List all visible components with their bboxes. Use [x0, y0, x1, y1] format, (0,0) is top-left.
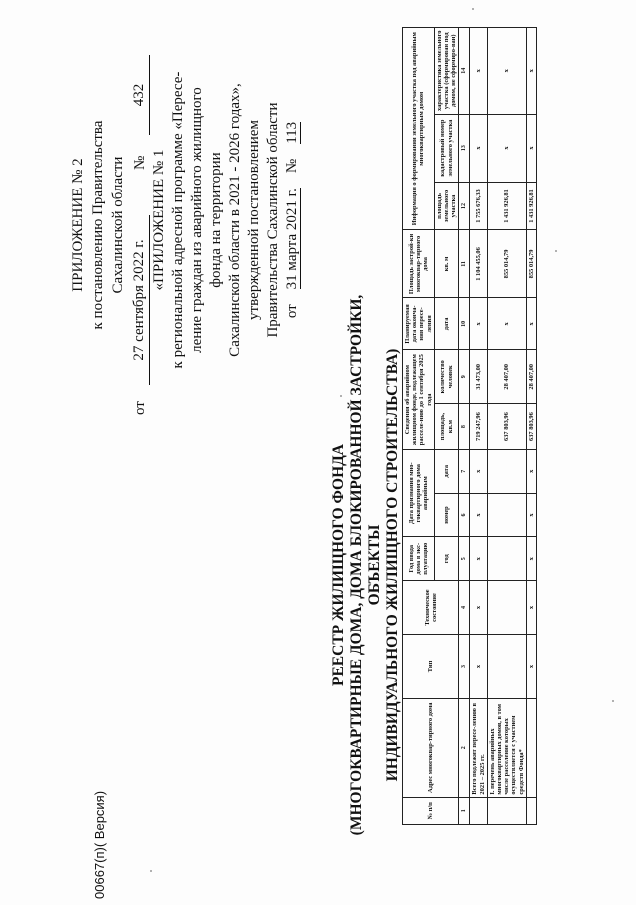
- cell: х: [526, 581, 536, 635]
- cell: х: [470, 28, 487, 115]
- col-num: 13: [459, 114, 470, 182]
- table-row: [526, 28, 536, 825]
- cell: 855 014,79: [487, 230, 526, 298]
- registry-title: [330, 285, 402, 845]
- col-num: 4: [459, 581, 470, 635]
- table-row: [487, 28, 526, 825]
- col-header-address: Адрес многоквар-тирного дома: [403, 698, 459, 797]
- program-line: фонда на территории: [208, 152, 224, 288]
- col-num: 2: [459, 698, 470, 797]
- col-num: 9: [459, 350, 470, 404]
- cell: [487, 797, 526, 824]
- program-date-row: [283, 5, 302, 435]
- number-label: №: [132, 155, 148, 170]
- cell: х: [470, 634, 487, 698]
- col-num: 1: [459, 797, 470, 824]
- cell: х: [526, 449, 536, 493]
- appendix-header: [68, 15, 148, 435]
- title-line2: (МНОГОКВАРТИРНЫЕ ДОМА, ДОМА БЛОКИРОВАННОЙ ЗАСТРОЙКИ, ОБЪЕКТЫ: [348, 294, 383, 836]
- from-label: от: [132, 401, 148, 415]
- registry-table: [402, 27, 537, 825]
- sub-area: площадь, кв.м: [434, 404, 459, 450]
- cell: х: [487, 298, 526, 350]
- cell: х: [470, 114, 487, 182]
- cell: х: [470, 298, 487, 350]
- appendix-line2: Сахалинской области: [110, 156, 126, 294]
- cell: [487, 581, 526, 635]
- sub-date: дата: [434, 449, 459, 493]
- cell: х: [470, 581, 487, 635]
- cell: I. перечень аварийных многоквартирных домов, в том числе расселение которых осуществляется с участием средств Фонда*: [487, 698, 526, 797]
- scan-speck: [150, 870, 152, 872]
- from-label: от: [284, 304, 300, 319]
- cell: х: [526, 537, 536, 581]
- col-header-planned: Планируемая дата оконча-ния пересе-ления: [403, 298, 435, 350]
- col-header-no: № п/п: [403, 797, 459, 824]
- col-header-fund: Сведения об аварийном жилищном фонде, подлежащем расселе-нию до 1 сентября 2025 года: [403, 350, 435, 450]
- cell: 31 473,00: [470, 350, 487, 404]
- table-row: [470, 28, 487, 825]
- program-appendix-title: «ПРИЛОЖЕНИЕ № 1: [151, 149, 167, 291]
- col-header-land-info: Информация о формировании земельного участка под аварийным многоквартирным домом: [403, 28, 435, 230]
- appendix-date: 27 сентября 2022 г.: [129, 215, 150, 385]
- cell: 719 247,96: [470, 404, 487, 450]
- cell: [470, 797, 487, 824]
- appendix-date-row: [128, 15, 150, 435]
- col-num: 3: [459, 634, 470, 698]
- cell: 637 803,96: [526, 404, 536, 450]
- sub-number: номер: [434, 493, 459, 537]
- title-line1: РЕЕСТР ЖИЛИЩНОГО ФОНДА: [330, 443, 347, 687]
- cell: 1 755 676,33: [470, 182, 487, 230]
- program-number: 113: [284, 121, 300, 144]
- program-date: 31 марта 2021 г.: [284, 188, 300, 290]
- number-label: №: [284, 158, 300, 174]
- sub-people: количество человек: [434, 350, 459, 404]
- col-header-built-area: Площадь застрой-ки многоквар-тирного дома: [403, 230, 435, 298]
- scan-speck: [555, 250, 557, 252]
- sub-land-cad: кадастровый номер земельного участка: [434, 114, 459, 182]
- cell: [487, 537, 526, 581]
- cell: х: [487, 28, 526, 115]
- cell: [526, 698, 536, 797]
- appendix-title: ПРИЛОЖЕНИЕ № 2: [70, 158, 86, 292]
- program-line: ление граждан из аварийного жилищного: [189, 87, 205, 353]
- col-num: 6: [459, 493, 470, 537]
- cell: х: [526, 493, 536, 537]
- column-numbers-row: [459, 28, 470, 825]
- cell: Всего подлежит пересе-лению в 2021 – 2025 гг.: [470, 698, 487, 797]
- program-line: Сахалинской области в 2021 - 2026 годах»,: [227, 83, 243, 357]
- cell: х: [470, 537, 487, 581]
- cell: х: [526, 634, 536, 698]
- sub-land-area: площадь земельного участка: [434, 182, 459, 230]
- program-line: к региональной адресной программе «Пересе-: [170, 71, 186, 369]
- cell: 855 014,79: [526, 230, 536, 298]
- cell: [487, 493, 526, 537]
- cell: 28 407,00: [526, 350, 536, 404]
- cell: 1 104 455,06: [470, 230, 487, 298]
- program-appendix: [150, 5, 302, 435]
- col-num: 12: [459, 182, 470, 230]
- document-code: 00667(п)( Версия): [92, 790, 107, 899]
- program-line: Правительства Сахалинской области: [265, 102, 281, 338]
- col-num: 10: [459, 298, 470, 350]
- scan-speck: [340, 395, 342, 397]
- col-header-type: Тип: [403, 634, 459, 698]
- col-num: 7: [459, 449, 470, 493]
- sub-year: год: [434, 537, 459, 581]
- cell: х: [470, 493, 487, 537]
- cell: х: [487, 114, 526, 182]
- scan-speck: [612, 700, 614, 702]
- col-num: 8: [459, 404, 470, 450]
- program-line: утвержденной постановлением: [246, 120, 262, 320]
- scan-speck: [472, 8, 474, 10]
- cell: [487, 449, 526, 493]
- cell: [526, 797, 536, 824]
- cell: 1 431 926,81: [526, 182, 536, 230]
- col-header-tech: Техническое состояние: [403, 581, 459, 635]
- col-num: 11: [459, 230, 470, 298]
- col-header-emergency: Дата признания мно-гоквартирного дома аварийным: [403, 449, 435, 536]
- cell: х: [526, 28, 536, 115]
- cell: х: [526, 114, 536, 182]
- sub-land-char: характеристика земельного участка (сформирован под домом, не сформиро-ван): [434, 28, 459, 115]
- cell: [487, 634, 526, 698]
- sub-plan-date: дата: [434, 298, 459, 350]
- appendix-line1: к постановлению Правительства: [90, 120, 106, 330]
- cell: х: [526, 298, 536, 350]
- title-line3: ИНДИВИДУАЛЬНОГО ЖИЛИЩНОГО СТРОИТЕЛЬСТВА): [384, 348, 401, 782]
- appendix-number: 432: [129, 55, 150, 135]
- cell: х: [470, 449, 487, 493]
- col-num: 5: [459, 537, 470, 581]
- sub-built: кв. м: [434, 230, 459, 298]
- cell: 1 431 926,81: [487, 182, 526, 230]
- cell: 637 803,96: [487, 404, 526, 450]
- col-num: 14: [459, 28, 470, 115]
- cell: 28 407,00: [487, 350, 526, 404]
- col-header-year: Год ввода дома в экс-плуатацию: [403, 537, 435, 581]
